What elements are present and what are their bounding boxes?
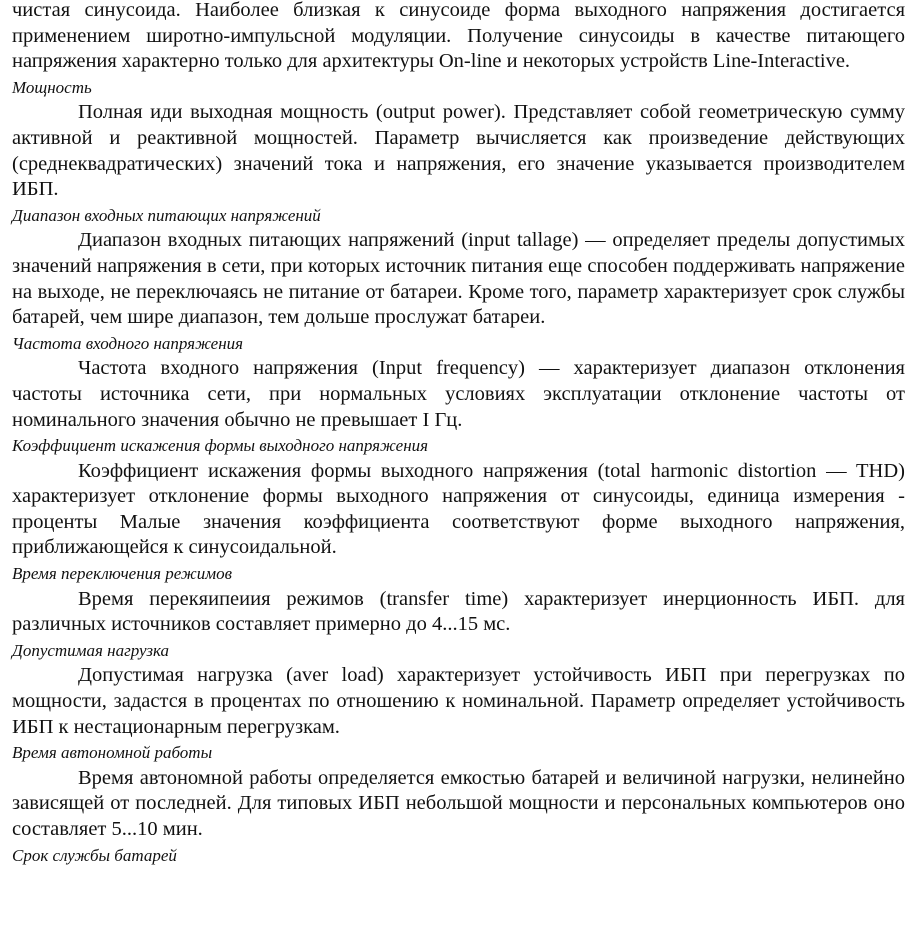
paragraph-input-voltage-range: Диапазон входных питающих напряжений (input tallage) — определяет пределы допустимых значений напряжения в сети, при которых источник питания еще способен поддерживать напряжение на выходе, не переключаясь не питание от батареи. Кроме того, параметр характеризует срок службы батарей, чем шире диапазон, тем дольше прослужат батареи. [12,229,905,329]
heading-input-voltage-range: Диапазон входных питающих напряжений [12,205,321,225]
heading-allowed-load: Допустимая нагрузка [12,640,170,660]
paragraph-transfer-time: Время перекяипеиия режимов (transfer time) характеризует инерционность ИБП. для различных источников составляет примерно до 4...15 мс. [12,587,905,636]
intro-paragraph: чистая синусоида. Наиболее близкая к синусоиде форма выходного напряжения достигается применением широтно-импульсной модуляции. Получение синусоиды в качестве питающего напряжения характерно только для архитектуры On-line и некоторых устройств Line-Interactive. [12,0,905,73]
heading-input-frequency: Частота входного напряжения [12,333,244,353]
heading-battery-life: Срок службы батарей [12,845,177,865]
heading-power: Мощность [12,77,92,97]
paragraph-input-frequency: Частота входного напряжения (Input frequency) — характеризует диапазон отклонения частоты источника сети, при нормальных условиях эксплуатации отклонение частоты от номинального значения обычно не превышает I Гц. [12,357,905,431]
paragraph-thd: Коэффициент искажения формы выходного напряжения (total harmonic distortion — THD) характеризует отклонение формы выходного напряжения от синусоиды, единица измерения - проценты Малые значения коэффициента соответствуют форме выходного напряжения, приближающейся к синусоидальной. [12,459,905,559]
heading-autonomous-time: Время автономной работы [12,743,213,763]
heading-thd: Коэффициент искажения формы выходного напряжения [12,436,429,456]
heading-transfer-time: Время переключения режимов [12,564,232,584]
document-page [12,0,905,868]
paragraph-allowed-load: Допустимая нагрузка (aver load) характеризует устойчивость ИБП при перегрузках по мощности, задастся в процентах по отношению к номинальной. Параметр определяет устойчивость ИБП к нестационарным перегрузкам. [12,664,905,738]
paragraph-autonomous-time: Время автономной работы определяется емкостью батарей и величиной нагрузки, нелинейно зависящей от последней. Для типовых ИБП небольшой мощности и персональных компьютеров оно составляет 5...10 мин. [12,766,905,840]
paragraph-power: Полная иди выходная мощность (output power). Представляет собой геометрическую сумму активной и реактивной мощностей. Параметр вычисляется как произведение действующих (среднеквадратических) значений тока и напряжения, его значение указывается производителем ИБП. [12,101,905,201]
